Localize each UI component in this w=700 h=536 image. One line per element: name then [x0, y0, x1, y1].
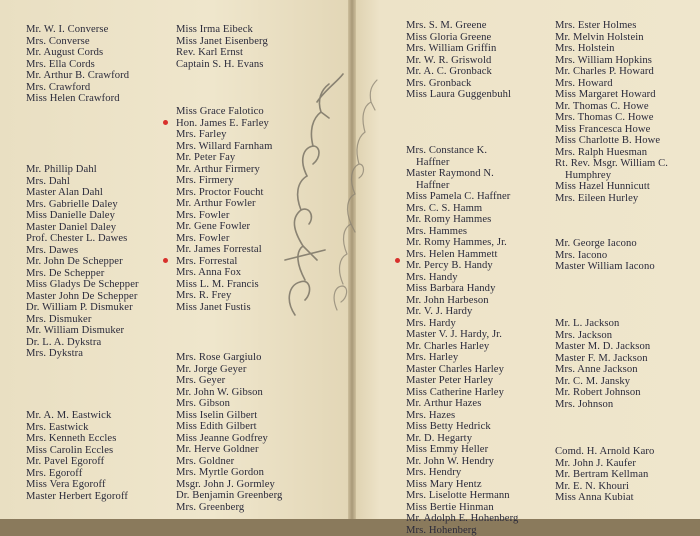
guest-name: Mrs. Handy [406, 272, 518, 284]
left-col1-names-c [26, 24, 129, 105]
guest-name: Mr. Herve Goldner [176, 444, 282, 456]
guest-name: Miss Helen Crawford [26, 93, 129, 105]
guest-name: Mrs. Dismuker [26, 314, 139, 326]
guest-name: Mrs. Hammes [406, 226, 518, 238]
guest-name: Master F. M. Jackson [555, 353, 650, 365]
guest-name: Master Herbert Egoroff [26, 491, 128, 503]
guest-name: Mrs. Willard Farnham [176, 141, 272, 153]
guest-name: Miss Jeanne Godfrey [176, 433, 282, 445]
guest-name: Master Peter Harley [406, 375, 518, 387]
guest-name: Mr. E. N. Khouri [555, 481, 654, 493]
guest-name: Mr. V. J. Hardy [406, 306, 518, 318]
guest-name: Mrs. Gronback [406, 78, 511, 90]
guest-name: Miss Grace Falotico [176, 106, 272, 118]
guest-name: Rev. Karl Ernst [176, 47, 268, 59]
guest-name: Miss Charlotte B. Howe [555, 135, 668, 147]
guest-name: Miss Betty Hedrick [406, 421, 518, 433]
guest-name: Hon. James E. Farley [176, 118, 272, 130]
guest-name: Miss Emmy Heller [406, 444, 518, 456]
guest-name: Mrs. Proctor Foucht [176, 187, 272, 199]
guest-name: Miss Iselin Gilbert [176, 410, 282, 422]
guest-name: Mr. Jorge Geyer [176, 364, 282, 376]
right-col1-names-g [406, 20, 511, 101]
guest-name: Mrs. Greenberg [176, 502, 282, 514]
guest-name: Mrs. William Griffin [406, 43, 511, 55]
guest-name: Mrs. Dykstra [26, 348, 139, 360]
guest-name: Captain S. H. Evans [176, 59, 268, 71]
guest-name: Mr. John J. Kaufer [555, 458, 654, 470]
guest-name: Miss Janet Fustis [176, 302, 272, 314]
guest-name: Miss Anna Kubiat [555, 492, 654, 504]
guest-name: Mrs. Egoroff [26, 468, 128, 480]
guest-name: Mr. Adolph E. Hohenberg [406, 513, 518, 525]
guest-name: Mr. Romy Hammes, Jr. [406, 237, 518, 249]
guest-name: Mr. John De Schepper [26, 256, 139, 268]
guest-name: Mrs. Rose Gargiulo [176, 352, 282, 364]
guest-name: Mrs. S. M. Greene [406, 20, 511, 32]
guest-name: Mrs. R. Frey [176, 290, 272, 302]
guest-name: Mrs. Eastwick [26, 422, 128, 434]
guest-name: Mrs. Gibson [176, 398, 282, 410]
guest-name: Miss Francesca Howe [555, 124, 668, 136]
guest-name: Mr. Gene Fowler [176, 221, 272, 233]
guest-name: Mr. Arthur Fowler [176, 198, 272, 210]
guest-name: Mr. C. M. Jansky [555, 376, 650, 388]
left-col2-names-f [176, 106, 272, 313]
guest-name: Mrs. Converse [26, 36, 129, 48]
guest-name: Master William Iacono [555, 261, 655, 273]
guest-name: Mrs. Crawford [26, 82, 129, 94]
guest-name: Mrs. Anna Fox [176, 267, 272, 279]
guest-name: Mrs. De Schepper [26, 268, 139, 280]
guest-name: Miss Carolin Eccles [26, 445, 128, 457]
guest-name: Mrs. Firmery [176, 175, 272, 187]
guest-name: Mrs. Constance K. [406, 145, 518, 157]
guest-name: Mrs. Hardy [406, 318, 518, 330]
guest-name: Miss Danielle Daley [26, 210, 139, 222]
guest-name: Mrs. Johnson [555, 399, 650, 411]
guest-name: Miss Margaret Howard [555, 89, 668, 101]
right-col2-names-j [555, 318, 650, 410]
guest-name: Mr. William Dismuker [26, 325, 139, 337]
guest-name: Msgr. John J. Gormley [176, 479, 282, 491]
guest-name: Mrs. Goldner [176, 456, 282, 468]
guest-name: Mrs. Jackson [555, 330, 650, 342]
guest-name: Mr. Charles P. Howard [555, 66, 668, 78]
guest-name: Mrs. Forrestal [176, 256, 272, 268]
guest-name: Mrs. Fowler [176, 210, 272, 222]
guest-name: Dr. L. A. Dykstra [26, 337, 139, 349]
guest-name: Mr. James Forrestal [176, 244, 272, 256]
guest-name: Mr. Robert Johnson [555, 387, 650, 399]
guest-name: Mrs. Liselotte Hermann [406, 490, 518, 502]
guest-name: Mr. August Cords [26, 47, 129, 59]
guest-name: Mr. Thomas C. Howe [555, 101, 668, 113]
right-col2-names-i [555, 238, 655, 273]
guest-name: Master Daniel Daley [26, 222, 139, 234]
guest-name: Mrs. Dawes [26, 245, 139, 257]
guest-name: Miss Bertie Hinman [406, 502, 518, 514]
right-col2-names-k [555, 446, 654, 504]
left-col1-names-d [26, 164, 139, 360]
guest-name: Miss L. M. Francis [176, 279, 272, 291]
guest-name: Mr. Bertram Kellman [555, 469, 654, 481]
guest-name: Mrs. Gabrielle Daley [26, 199, 139, 211]
guest-name: Haffner [406, 157, 518, 169]
guest-name: Miss Vera Egoroff [26, 479, 128, 491]
red-marker-dot-farley [163, 120, 168, 125]
guest-name: Mrs. Howard [555, 78, 668, 90]
guest-name: Mr. A. M. Eastwick [26, 410, 128, 422]
guest-name: Master M. D. Jackson [555, 341, 650, 353]
guest-name: Mr. Melvin Holstein [555, 32, 668, 44]
guest-name: Miss Laura Guggenbuhl [406, 89, 511, 101]
guest-name: Mrs. Geyer [176, 375, 282, 387]
guest-name: Prof. Chester L. Dawes [26, 233, 139, 245]
guest-name: Mrs. C. S. Hamm [406, 203, 518, 215]
guest-name: Miss Pamela C. Haffner [406, 191, 518, 203]
guest-name: Mrs. Dahl [26, 176, 139, 188]
guest-name: Master Raymond N. [406, 168, 518, 180]
red-marker-dot-hammes [395, 258, 400, 263]
red-marker-dot-forrestal [163, 258, 168, 263]
guest-name: Mrs. Fowler [176, 233, 272, 245]
guest-name: Mr. W. R. Griswold [406, 55, 511, 67]
guest-name: Mrs. Farley [176, 129, 272, 141]
guest-name: Mrs. Ester Holmes [555, 20, 668, 32]
guest-name: Mr. Arthur Firmery [176, 164, 272, 176]
guest-name: Mr. Romy Hammes [406, 214, 518, 226]
guest-name: Mr. Peter Fay [176, 152, 272, 164]
left-col2-names-e [176, 24, 268, 70]
guest-name: Mr. John W. Gibson [176, 387, 282, 399]
guest-name: Mr. D. Hegarty [406, 433, 518, 445]
guest-name: Mrs. Ella Cords [26, 59, 129, 71]
guest-name: Mrs. Kenneth Eccles [26, 433, 128, 445]
guest-name: Mr. George Iacono [555, 238, 655, 250]
guest-name: Rt. Rev. Msgr. William C. [555, 158, 668, 170]
guest-name: Mr. John Harbeson [406, 295, 518, 307]
guest-name: Miss Irma Eibeck [176, 24, 268, 36]
guest-name: Comd. H. Arnold Karo [555, 446, 654, 458]
guest-name: Mrs. Hazes [406, 410, 518, 422]
guest-name: Master Alan Dahl [26, 187, 139, 199]
guest-name: Mrs. Helen Hammett [406, 249, 518, 261]
guest-name: Mr. Percy B. Handy [406, 260, 518, 272]
guest-name: Miss Barbara Handy [406, 283, 518, 295]
guest-name: Haffner [406, 180, 518, 192]
right-col2-names-h [555, 20, 668, 204]
guest-name: Mr. L. Jackson [555, 318, 650, 330]
left-col2-names-g [176, 352, 282, 513]
guest-name: Mrs. Harley [406, 352, 518, 364]
guest-name: Mrs. Iacono [555, 250, 655, 262]
guest-name: Mr. W. I. Converse [26, 24, 129, 36]
guest-name: Miss Hazel Hunnicutt [555, 181, 668, 193]
guest-name: Dr. Benjamin Greenberg [176, 490, 282, 502]
guest-name: Miss Catherine Harley [406, 387, 518, 399]
guest-name: Mr. Charles Harley [406, 341, 518, 353]
guest-name: Mr. Pavel Egoroff [26, 456, 128, 468]
guest-name: Mr. Phillip Dahl [26, 164, 139, 176]
guest-name: Mrs. Holstein [555, 43, 668, 55]
guest-name: Master John De Schepper [26, 291, 139, 303]
left-col1-names-e [26, 410, 128, 502]
guest-name: Miss Gloria Greene [406, 32, 511, 44]
guest-name: Mrs. Thomas C. Howe [555, 112, 668, 124]
guest-name: Mrs. Anne Jackson [555, 364, 650, 376]
guest-name: Humphrey [555, 170, 668, 182]
guest-name: Miss Janet Eisenberg [176, 36, 268, 48]
guest-name: Mrs. Hendry [406, 467, 518, 479]
guest-name: Mr. A. C. Gronback [406, 66, 511, 78]
guest-name: Mrs. William Hopkins [555, 55, 668, 67]
book-gutter [348, 0, 356, 519]
guest-name: Miss Gladys De Schepper [26, 279, 139, 291]
guest-name: Mr. John W. Hendry [406, 456, 518, 468]
right-col1-names-h [406, 145, 518, 536]
guest-name: Miss Mary Hentz [406, 479, 518, 491]
guest-name: Mr. Arthur Hazes [406, 398, 518, 410]
guest-name: Mrs. Ralph Huesman [555, 147, 668, 159]
guest-name: Miss Edith Gilbert [176, 421, 282, 433]
guest-name: Mr. Arthur B. Crawford [26, 70, 129, 82]
guest-name: Mrs. Hohenberg [406, 525, 518, 536]
guest-name: Mrs. Myrtle Gordon [176, 467, 282, 479]
guest-name: Master Charles Harley [406, 364, 518, 376]
guest-name: Dr. William P. Dismuker [26, 302, 139, 314]
guest-name: Master V. J. Hardy, Jr. [406, 329, 518, 341]
guest-name: Mrs. Eileen Hurley [555, 193, 668, 205]
